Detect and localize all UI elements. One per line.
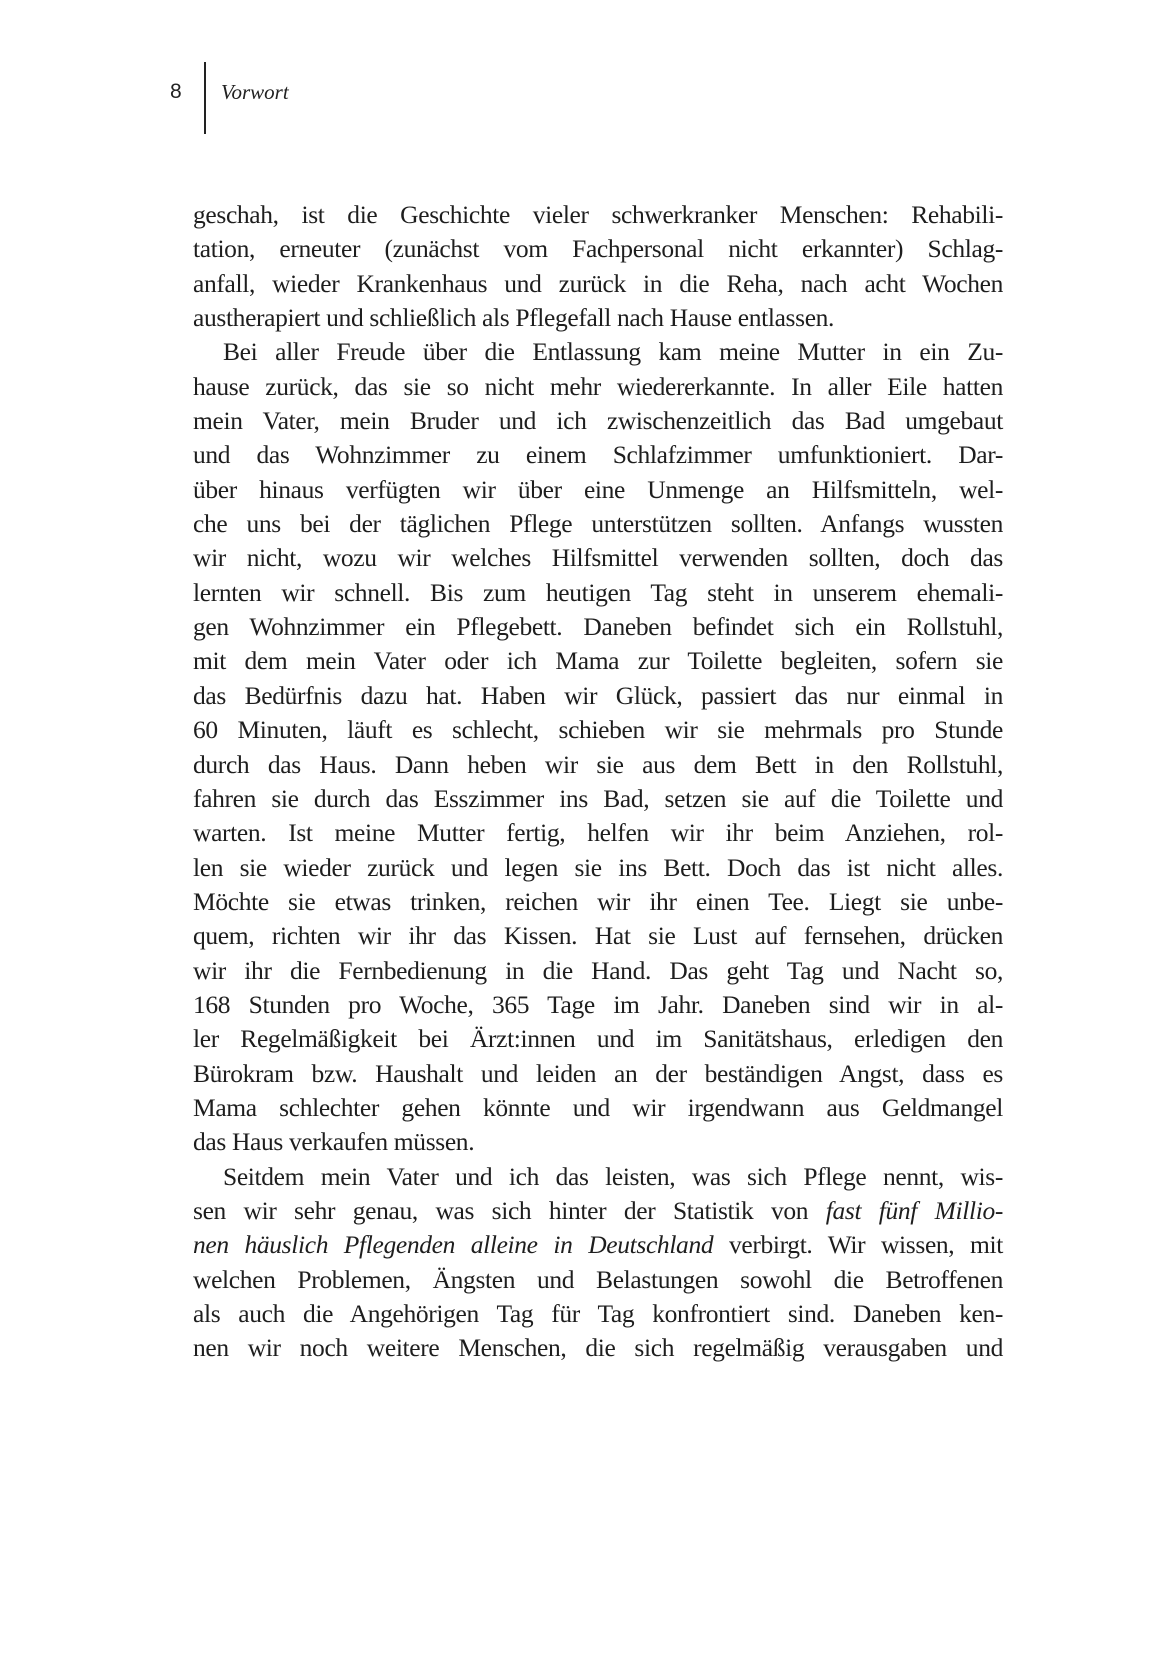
text-line: wir nicht, wozu wir welches Hilfsmittel verwenden sollten, doch das xyxy=(193,543,1003,573)
text-line: len sie wieder zurück und legen sie ins Bett. Doch das ist nicht alles. xyxy=(193,852,1003,882)
text-line: 60 Minuten, läuft es schlecht, schieben wir sie mehrmals pro Stunde xyxy=(193,715,1003,745)
text-line: lernten wir schnell. Bis zum heutigen Tag steht in unserem ehemali- xyxy=(193,577,1003,607)
text-line: Möchte sie etwas trinken, reichen wir ihr einen Tee. Liegt sie unbe- xyxy=(193,886,1003,916)
text-line: austherapiert und schließlich als Pflegefall nach Hause entlassen. xyxy=(193,303,835,333)
page-number: 8 xyxy=(170,80,182,103)
text-line-with-emphasis xyxy=(193,1228,1003,1262)
text-line: geschah, ist die Geschichte vieler schwerkranker Menschen: Rehabili- xyxy=(193,200,1003,229)
text-line: Bürokram bzw. Haushalt und leiden an der beständigen Angst, dass es xyxy=(193,1058,1003,1088)
text-line: fahren sie durch das Esszimmer ins Bad, setzen sie auf die Toilette und xyxy=(193,783,1003,813)
header-divider xyxy=(204,62,206,134)
text-line: Seitdem mein Vater und ich das leisten, was sich Pflege nennt, wis- xyxy=(223,1161,1003,1191)
text-line: che uns bei der täglichen Pflege unterstützen sollten. Anfangs wussten xyxy=(193,509,1003,539)
body-text xyxy=(193,198,1003,1366)
text-line: nen wir noch weitere Menschen, die sich regelmäßig verausgaben und xyxy=(193,1333,1003,1363)
text-line: hause zurück, das sie so nicht mehr wiedererkannte. In aller Eile hatten xyxy=(193,371,1003,401)
page-header xyxy=(0,0,1166,150)
paragraph-1 xyxy=(193,198,1003,335)
text-line: quem, richten wir ihr das Kissen. Hat sie Lust auf fernsehen, drücken xyxy=(193,921,1003,951)
text-line: das Haus verkaufen müssen. xyxy=(193,1127,475,1157)
emphasis-text: fast fünf Millio- xyxy=(825,1195,1003,1225)
text-line: ler Regelmäßigkeit bei Ärzt:innen und im Sanitätshaus, erledigen den xyxy=(193,1024,1003,1054)
text-line: anfall, wieder Krankenhaus und zurück in die Reha, nach acht Wochen xyxy=(193,268,1003,298)
text-line: durch das Haus. Dann heben wir sie aus dem Bett in den Rollstuhl, xyxy=(193,749,1003,779)
text-line: mit dem mein Vater oder ich Mama zur Toilette begleiten, sofern sie xyxy=(193,646,1003,676)
text-line: mein Vater, mein Bruder und ich zwischenzeitlich das Bad umgebaut xyxy=(193,406,1003,436)
running-title: Vorwort xyxy=(221,80,289,104)
text-line: Mama schlechter gehen könnte und wir irgendwann aus Geldmangel xyxy=(193,1092,1003,1122)
paragraph-2 xyxy=(193,335,1003,1159)
text-line: das Bedürfnis dazu hat. Haben wir Glück, passiert das nur einmal in xyxy=(193,680,1003,710)
text-line: über hinaus verfügten wir über eine Unmenge an Hilfsmitteln, wel- xyxy=(193,474,1003,504)
text-line-with-emphasis xyxy=(193,1194,1003,1228)
text-line: und das Wohnzimmer zu einem Schlafzimmer umfunktioniert. Dar- xyxy=(193,440,1003,470)
text-line: Bei aller Freude über die Entlassung kam meine Mutter in ein Zu- xyxy=(223,337,1003,367)
text-line: wir ihr die Fernbedienung in die Hand. Das geht Tag und Nacht so, xyxy=(193,955,1003,985)
text-line: tation, erneuter (zunächst vom Fachpersonal nicht erkannter) Schlag- xyxy=(193,234,1003,264)
text-line: warten. Ist meine Mutter fertig, helfen wir ihr beim Anziehen, rol- xyxy=(193,818,1003,848)
emphasis-text: nen häuslich Pflegenden alleine in Deutschland xyxy=(193,1230,714,1260)
text-line: 168 Stunden pro Woche, 365 Tage im Jahr. Daneben sind wir in al- xyxy=(193,989,1003,1019)
text-segment: verbirgt. Wir wissen, mit xyxy=(713,1230,1004,1260)
paragraph-3 xyxy=(193,1160,1003,1366)
text-line: als auch die Angehörigen Tag für Tag konfrontiert sind. Daneben ken- xyxy=(193,1299,1003,1328)
text-segment: sen wir sehr genau, was sich hinter der Statistik von xyxy=(193,1195,826,1225)
text-line: welchen Problemen, Ängsten und Belastungen sowohl die Betroffenen xyxy=(193,1264,1003,1294)
text-line: gen Wohnzimmer ein Pflegebett. Daneben befindet sich ein Rollstuhl, xyxy=(193,612,1003,642)
